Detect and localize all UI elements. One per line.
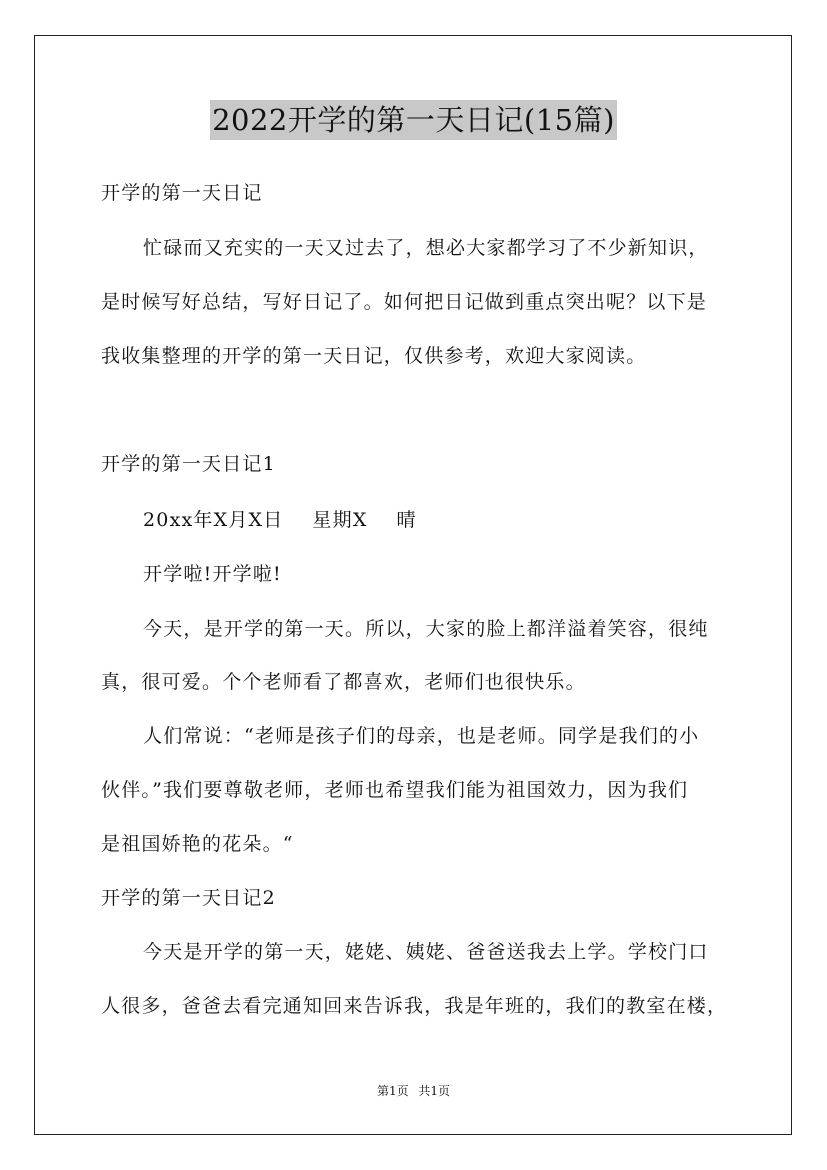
section1-para2-line2: 真，很可爱。个个老师看了都喜欢，老师们也很快乐。 — [101, 671, 586, 693]
section1-para3-line3: 是祖国娇艳的花朵。“ — [101, 833, 294, 855]
section1-para2-line1: 今天，是开学的第一天。所以，大家的脸上都洋溢着笑容，很纯 — [143, 618, 709, 640]
intro-line-2: 是时候写好总结，写好日记了。如何把日记做到重点突出呢？以下是 — [101, 291, 708, 313]
section2-heading: 开学的第一天日记2 — [101, 887, 276, 909]
page-footer — [0, 1082, 827, 1099]
section1-heading: 开学的第一天日记1 — [101, 453, 276, 475]
page-number-current: 第1页 — [376, 1084, 409, 1098]
intro-heading: 开学的第一天日记 — [101, 182, 263, 204]
section1-line1: 开学啦!开学啦! — [143, 563, 282, 585]
section2-para1-line1: 今天是开学的第一天，姥姥、姨姥、爸爸送我去上学。学校门口 — [143, 941, 709, 963]
document-title: 2022开学的第一天日记(15篇) — [210, 100, 617, 140]
section1-para3-line2: 伙伴。”我们要尊敬老师，老师也希望我们能为祖国效力，因为我们 — [101, 779, 689, 801]
intro-line-3: 我收集整理的开学的第一天日记，仅供参考，欢迎大家阅读。 — [101, 345, 647, 367]
section1-para3-line1: 人们常说：“老师是孩子们的母亲，也是老师。同学是我们的小 — [143, 725, 700, 747]
section2-para1-line2: 人很多，爸爸去看完通知回来告诉我，我是年班的，我们的教室在楼， — [101, 995, 728, 1017]
page-number-total: 共1页 — [418, 1084, 451, 1098]
intro-line-1: 忙碌而又充实的一天又过去了，想必大家都学习了不少新知识， — [143, 237, 709, 259]
title-container — [0, 100, 827, 140]
section1-date-line: 20xx年X月X日 星期X 晴 — [143, 509, 417, 531]
